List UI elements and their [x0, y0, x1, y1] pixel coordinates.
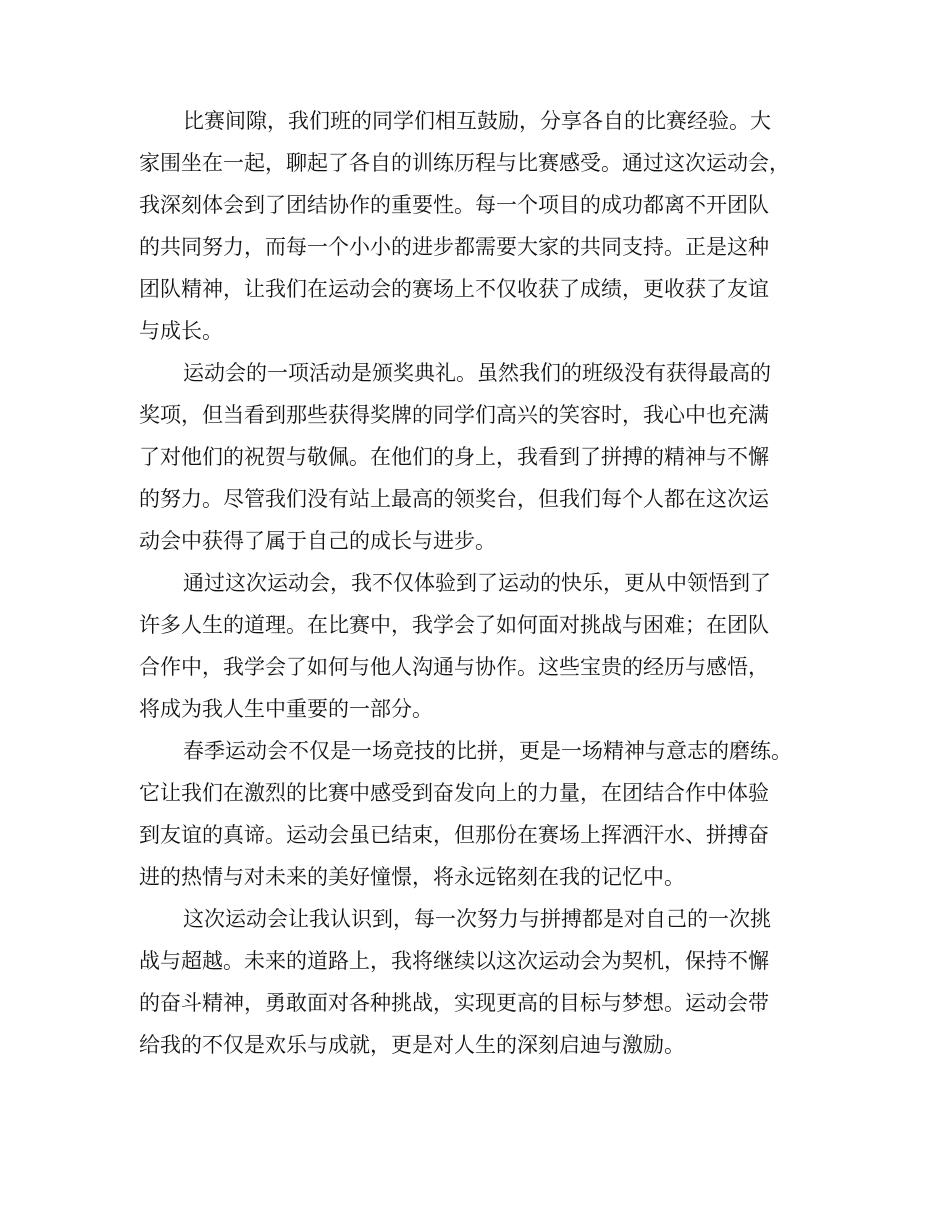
paragraph-line: 合作中，我学会了如何与他人沟通与协作。这些宝贵的经历与感悟， — [139, 655, 769, 679]
paragraph-line: 的共同努力，而每一个小小的进步都需要大家的共同支持。正是这种 — [139, 235, 769, 259]
paragraph-line: 的努力。尽管我们没有站上最高的领奖台，但我们每个人都在这次运 — [139, 487, 769, 511]
paragraph-spring-games — [139, 730, 839, 898]
paragraph-line: 通过这次运动会，我不仅体验到了运动的快乐，更从中领悟到了 — [183, 571, 771, 595]
document-body — [139, 100, 839, 1066]
paragraph-line: 给我的不仅是欢乐与成就，更是对人生的深刻启迪与激励。 — [139, 1033, 685, 1057]
paragraph-line: 的奋斗精神，勇敢面对各种挑战，实现更高的目标与梦想。运动会带 — [139, 991, 769, 1015]
paragraph-line: 战与超越。未来的道路上，我将继续以这次运动会为契机，保持不懈 — [139, 949, 769, 973]
paragraph-lessons — [139, 562, 839, 730]
paragraph-line: 了对他们的祝贺与敬佩。在他们的身上，我看到了拼搏的精神与不懈 — [139, 445, 769, 469]
paragraph-line: 与成长。 — [139, 319, 223, 343]
paragraph-line: 动会中获得了属于自己的成长与进步。 — [139, 529, 496, 553]
paragraph-line: 进的热情与对未来的美好憧憬，将永远铭刻在我的记忆中。 — [139, 865, 685, 889]
paragraph-line: 许多人生的道理。在比赛中，我学会了如何面对挑战与困难；在团队 — [139, 613, 769, 637]
paragraph-line: 团队精神，让我们在运动会的赛场上不仅收获了成绩，更收获了友谊 — [139, 277, 769, 301]
paragraph-line: 家围坐在一起，聊起了各自的训练历程与比赛感受。通过这次运动会， — [139, 151, 790, 175]
paragraph-line: 它让我们在激烈的比赛中感受到奋发向上的力量，在团结合作中体验 — [139, 781, 769, 805]
paragraph-line: 比赛间隙，我们班的同学们相互鼓励，分享各自的比赛经验。大 — [183, 109, 771, 133]
paragraph-line: 运动会的一项活动是颁奖典礼。虽然我们的班级没有获得最高的 — [183, 361, 771, 385]
paragraph-line: 将成为我人生中重要的一部分。 — [139, 697, 433, 721]
paragraph-conclusion — [139, 898, 839, 1066]
paragraph-line: 奖项，但当看到那些获得奖牌的同学们高兴的笑容时，我心中也充满 — [139, 403, 769, 427]
paragraph-line: 我深刻体会到了团结协作的重要性。每一个项目的成功都离不开团队 — [139, 193, 769, 217]
paragraph-award-ceremony — [139, 352, 839, 562]
paragraph-line: 到友谊的真谛。运动会虽已结束，但那份在赛场上挥洒汗水、拼搏奋 — [139, 823, 769, 847]
paragraph-line: 春季运动会不仅是一场竞技的比拼，更是一场精神与意志的磨练。 — [183, 739, 792, 763]
paragraph-line: 这次运动会让我认识到，每一次努力与拼搏都是对自己的一次挑 — [183, 907, 771, 931]
paragraph-teamwork — [139, 100, 839, 352]
